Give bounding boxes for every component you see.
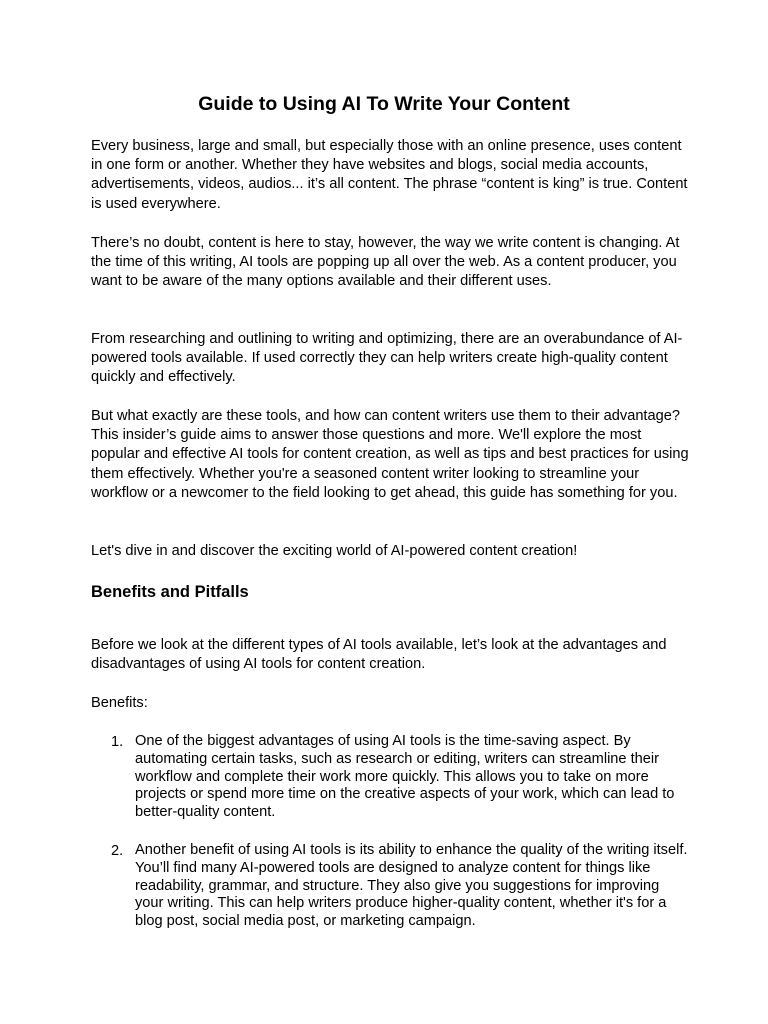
benefits-label: Benefits:	[91, 695, 148, 711]
list-item-number: 1.	[111, 734, 124, 750]
intro-paragraph-1: Every business, large and small, but especially those with an online presence, uses content in one form or another. Whether they have websites and blogs, social media accounts, advertisements, videos, audios... it’s all content. The phrase “content is king” is true. Content is used everywhere.	[91, 138, 688, 212]
intro-paragraph-2: There’s no doubt, content is here to stay, however, the way we write content is changing. At the time of this writing, AI tools are popping up all over the web. As a content producer, you want to be aware of the many options available and their different uses.	[91, 235, 680, 290]
section-intro-paragraph: Before we look at the different types of AI tools available, let’s look at the advantages and disadvantages of using AI tools for content creation.	[91, 637, 667, 673]
intro-paragraph-3: From researching and outlining to writing and optimizing, there are an overabundance of AI-powered tools available. If used correctly they can help writers create high-quality content quickly and effectively.	[91, 331, 683, 386]
intro-paragraph-5: Let's dive in and discover the exciting world of AI-powered content creation!	[91, 543, 578, 559]
list-item-text: One of the biggest advantages of using AI tools is the time-saving aspect. By automating certain tasks, such as research or editing, writers can streamline their workflow and complete their work more quickly. This allows you to take on more projects or spend more time on the creative aspects of your work, which can lead to better-quality content.	[135, 733, 675, 821]
document-title: Guide to Using AI To Write Your Content	[198, 93, 570, 115]
list-item-number: 2.	[111, 843, 124, 859]
list-item-text: Another benefit of using AI tools is its ability to enhance the quality of the writing itself. You’ll find many AI-powered tools are designed to analyze content for things like readability, grammar, and structure. They also give you suggestions for improving your writing. This can help writers produce higher-quality content, whether it's for a blog post, social media post, or marketing campaign.	[135, 842, 688, 930]
intro-paragraph-4: But what exactly are these tools, and how can content writers use them to their advantage? This insider’s guide aims to answer those questions and more. We'll explore the most popular and effective AI tools for content creation, as well as tips and best practices for using them effectively. Whether you're a seasoned content writer looking to streamline your workflow or a newcomer to the field looking to get ahead, this guide has something for you.	[91, 408, 689, 501]
section-heading: Benefits and Pitfalls	[91, 583, 249, 601]
